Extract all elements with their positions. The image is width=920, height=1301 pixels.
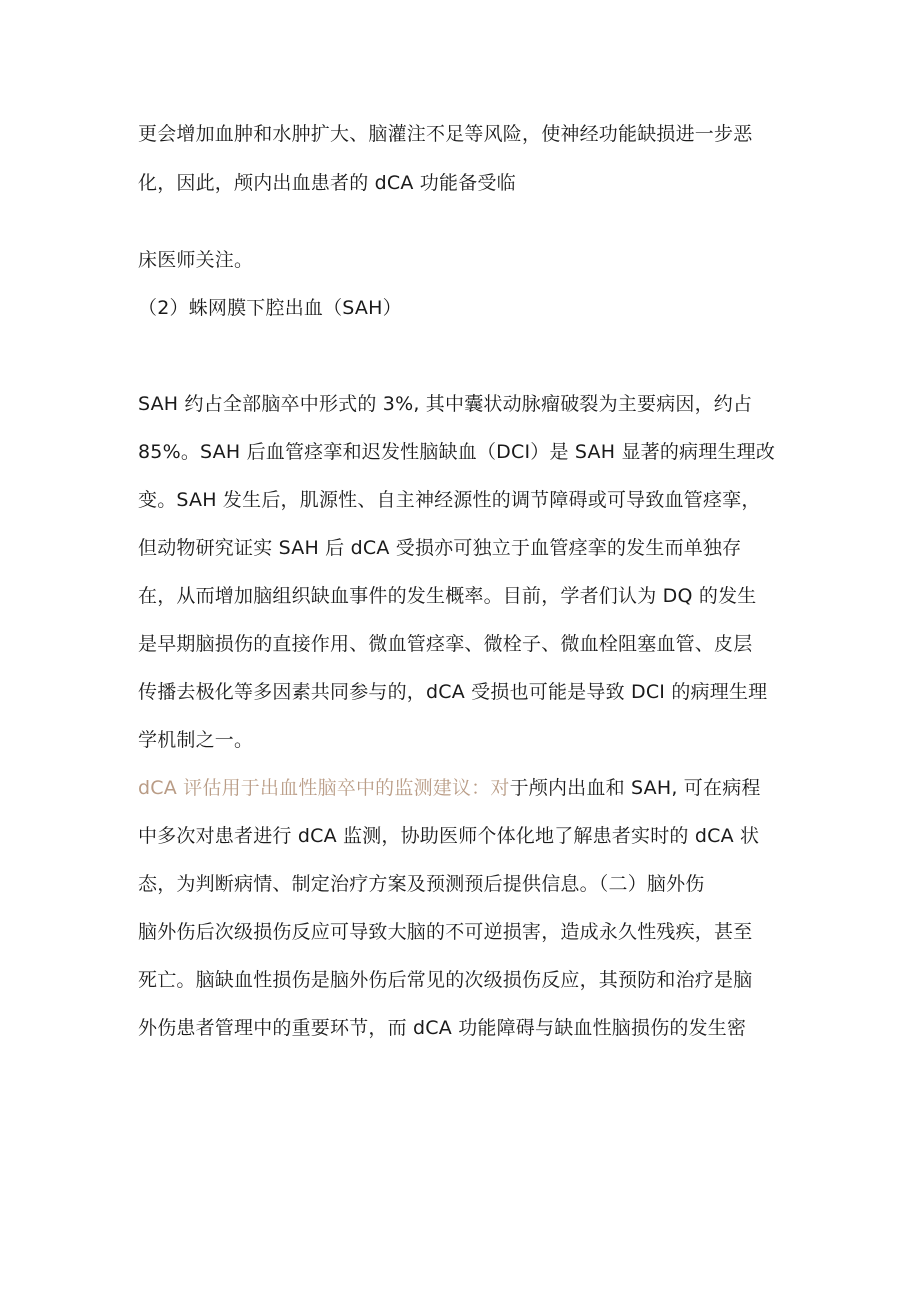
recommendation-label: dCA 评估用于出血性脑卒中的监测建议：对 xyxy=(138,777,510,799)
paragraph-line: 死亡。脑缺血性损伤是脑外伤后常见的次级损伤反应，其预防和治疗是脑 xyxy=(138,969,753,991)
paragraph-line: 中多次对患者进行 dCA 监测，协助医师个体化地了解患者实时的 dCA 状 xyxy=(138,825,760,847)
paragraph-line: 传播去极化等多因素共同参与的，dCA 受损也可能是导致 DCI 的病理生理 xyxy=(138,681,768,703)
paragraph-line: 更会增加血肿和水肿扩大、脑灌注不足等风险，使神经功能缺损进一步恶 xyxy=(138,123,753,145)
recommendation-line xyxy=(138,776,761,800)
paragraph-line: 化，因此，颅内出血患者的 dCA 功能备受临 xyxy=(138,172,516,194)
paragraph-line: 但动物研究证实 SAH 后 dCA 受损亦可独立于血管痉挛的发生而单独存 xyxy=(138,537,742,559)
paragraph-line: 在，从而增加脑组织缺血事件的发生概率。目前，学者们认为 DQ 的发生 xyxy=(138,585,757,607)
recommendation-text: 于颅内出血和 SAH, 可在病程 xyxy=(509,777,761,799)
paragraph-line: SAH 约占全部脑卒中形式的 3%, 其中囊状动脉瘤破裂为主要病因，约占 xyxy=(138,393,753,415)
paragraph-line: 态，为判断病情、制定治疗方案及预测预后提供信息。（二）脑外伤 xyxy=(138,873,705,895)
paragraph-line: 外伤患者管理中的重要环节，而 dCA 功能障碍与缺血性脑损伤的发生密 xyxy=(138,1017,747,1039)
paragraph-line: 床医师关注。 xyxy=(138,249,254,271)
paragraph-line: 是早期脑损伤的直接作用、微血管痉挛、微栓子、微血栓阻塞血管、皮层 xyxy=(138,633,753,655)
paragraph-line: 学机制之一。 xyxy=(138,729,254,751)
section-heading: （2）蛛网膜下腔出血（SAH） xyxy=(138,297,402,319)
paragraph-line: 85%。SAH 后血管痉挛和迟发性脑缺血（DCI）是 SAH 显著的病理生理改 xyxy=(138,441,776,463)
paragraph-line: 变。SAH 发生后，肌源性、自主神经源性的调节障碍或可导致血管痉挛， xyxy=(138,489,761,511)
paragraph-line: 脑外伤后次级损伤反应可导致大脑的不可逆损害，造成永久性残疾，甚至 xyxy=(138,921,753,943)
